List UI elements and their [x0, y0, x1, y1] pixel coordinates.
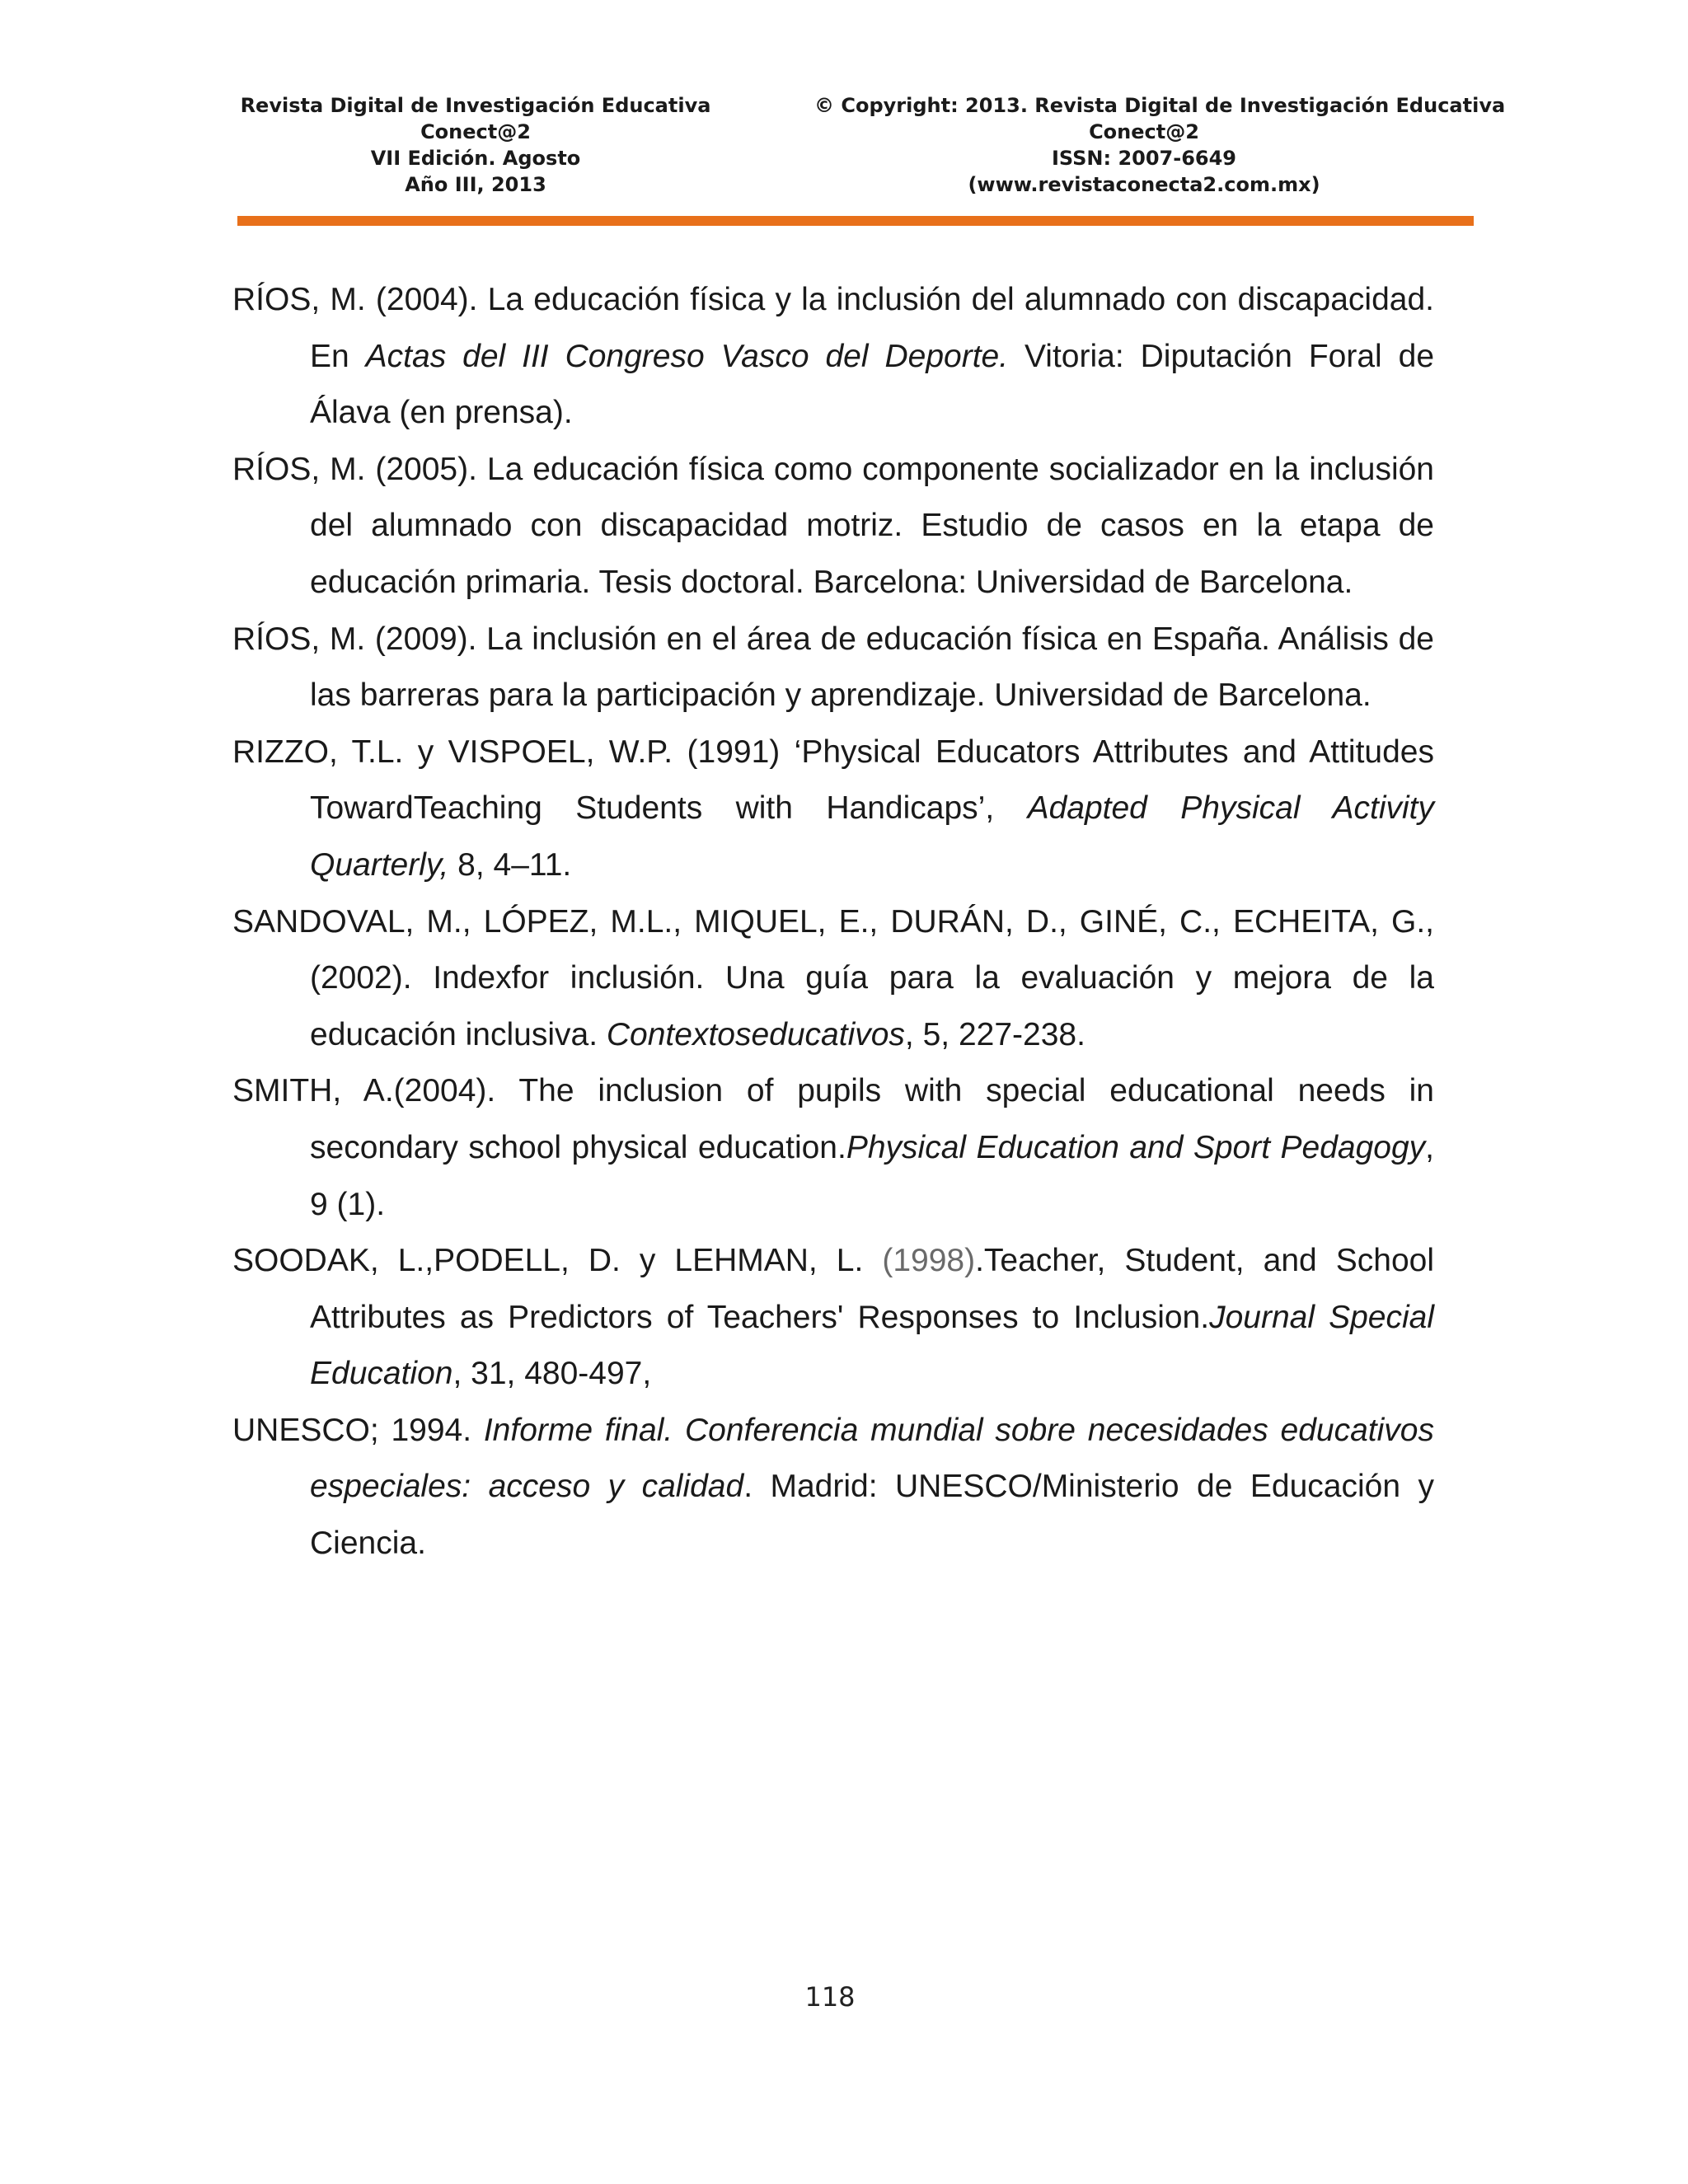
reference-text: , 31, 480-497,: [452, 1356, 652, 1392]
journal-short-name: Conect@2: [420, 120, 531, 143]
journal-info: [237, 92, 714, 198]
reference-text: SANDOVAL, M., LÓPEZ, M.L., MIQUEL, E., DURÁN, D., GINÉ, C., ECHEITA, G., (2002). Indexfor inclusión. Una guía para la evaluación y mejora de la educación inclusiva.: [232, 903, 1434, 1052]
issn: ISSN: 2007-6649: [1051, 147, 1236, 170]
reference-source-title: Actas del III Congreso Vasco del Deporte.: [365, 338, 1009, 374]
journal-name: Revista Digital de Investigación Educativa: [240, 94, 711, 117]
reference-text: SOODAK, L.,PODELL, D. y LEHMAN, L.: [232, 1243, 883, 1279]
reference-text: 8, 4–11.: [448, 846, 572, 883]
header-divider: [237, 216, 1474, 226]
reference-entry: [232, 442, 1434, 612]
website: (www.revistaconecta2.com.mx): [968, 173, 1320, 196]
reference-year: (1998): [882, 1243, 976, 1279]
reference-entry: [232, 724, 1434, 894]
reference-source-title: Informe final. Conferencia mundial sobre necesidades educativos especiales: acceso y calidad: [310, 1412, 1434, 1505]
reference-source-title: Physical Education and Sport Pedagogy: [846, 1129, 1426, 1165]
reference-source-title: Adapted Physical Activity Quarterly,: [310, 790, 1434, 883]
copyright-line: © Copyright: 2013. Revista Digital de Investigación Educativa: [814, 94, 1506, 117]
reference-text: RIZZO, T.L. y VISPOEL, W.P. (1991) ‘Physical Educators Attributes and Attitudes TowardTeaching Students with Handicaps’,: [232, 733, 1434, 827]
page-header: [237, 92, 1506, 216]
reference-text: , 5, 227-238.: [904, 1016, 1085, 1052]
reference-text: Vitoria: Diputación Foral de Álava (en prensa).: [310, 338, 1435, 431]
reference-text: , 9 (1).: [310, 1129, 1434, 1222]
reference-list: [232, 272, 1434, 1572]
reference-text: UNESCO; 1994.: [232, 1412, 484, 1448]
reference-text: RÍOS, M. (2009). La inclusión en el área de educación física en España. Análisis de las barreras para la participación y aprendizaje. Universidad de Barcelona.: [232, 621, 1434, 714]
reference-entry: [232, 1063, 1434, 1233]
reference-text: RÍOS, M. (2005). La educación física como componente socializador en la inclusión del alumnado con discapacidad motriz. Estudio de casos en la etapa de educación primaria. Tesis doctoral. Barcelona: Universidad de Barcelona.: [232, 451, 1434, 600]
reference-entry: [232, 894, 1434, 1064]
reference-entry: [232, 612, 1434, 724]
copyright-info: [814, 92, 1506, 198]
reference-source-title: Journal Special Education: [310, 1299, 1434, 1392]
reference-text: .Teacher, Student, and School Attributes as Predictors of Teachers' Responses to Inclusion.: [310, 1243, 1435, 1335]
reference-entry: [232, 272, 1434, 442]
reference-entry: [232, 1403, 1434, 1572]
reference-source-title: Contextoseducativos: [606, 1016, 905, 1052]
year: Año III, 2013: [405, 173, 546, 196]
reference-text: RÍOS, M. (2004). La educación física y la inclusión del alumnado con discapacidad. En: [232, 282, 1434, 374]
reference-entry: [232, 1233, 1434, 1403]
reference-text: SMITH, A.(2004). The inclusion of pupils with special educational needs in secondary school physical education.: [232, 1073, 1434, 1165]
edition: VII Edición. Agosto: [370, 147, 581, 170]
copyright-journal-short-name: Conect@2: [1089, 120, 1199, 143]
reference-text: . Madrid: UNESCO/Ministerio de Educación y Ciencia.: [310, 1469, 1434, 1562]
page-number: 118: [804, 1981, 856, 2013]
